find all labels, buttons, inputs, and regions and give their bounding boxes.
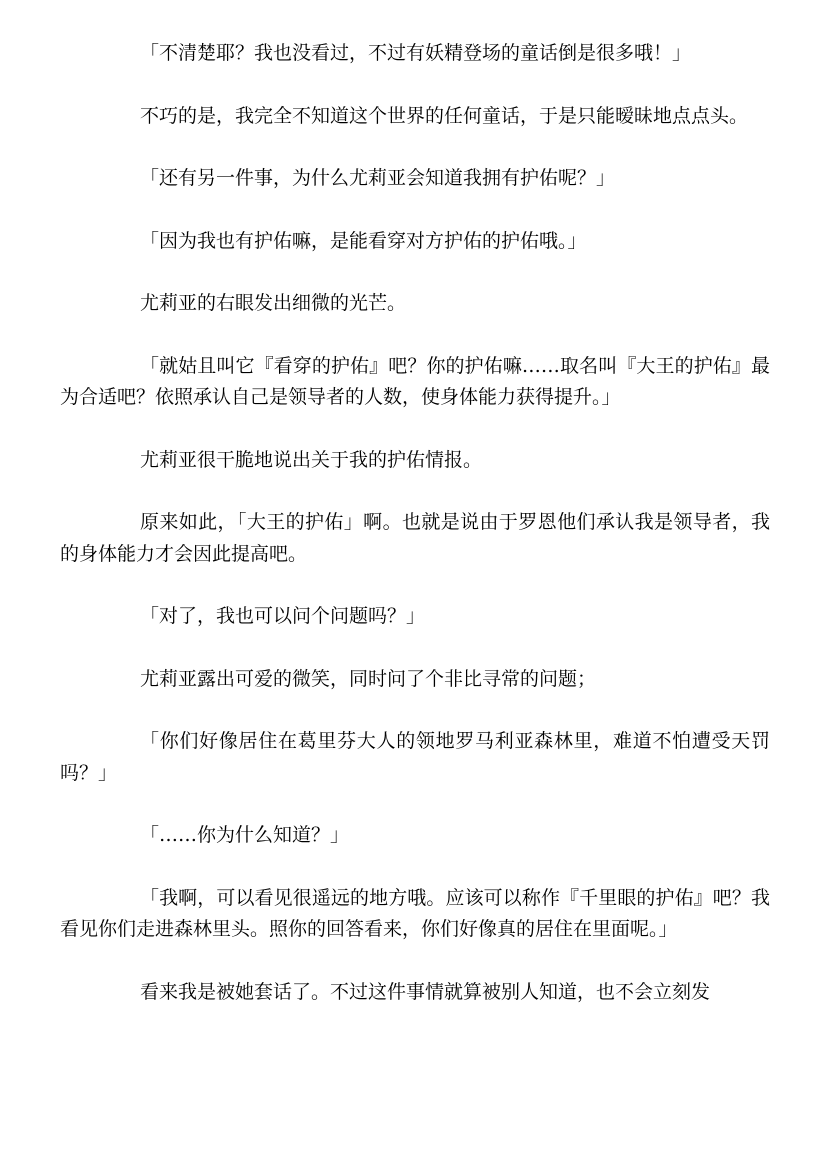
paragraph-9: 「对了，我也可以问个问题吗？」 [140, 605, 426, 627]
paragraph-5: 尤莉亚的右眼发出细微的光芒。 [140, 292, 407, 314]
paragraph-1: 「不清楚耶？我也没看过，不过有妖精登场的童话倒是很多哦！」 [140, 42, 692, 64]
paragraph-7: 尤莉亚很干脆地说出关于我的护佑情报。 [140, 448, 483, 471]
paragraph-11: 「你们好像居住在葛里芬大人的领地罗马利亚森林里，难道不怕遭受天罚吗？」 [60, 730, 770, 784]
paragraph-2: 不巧的是，我完全不知道这个世界的任何童话，于是只能暧昧地点点头。 [140, 104, 749, 127]
paragraph-4: 「因为我也有护佑嘛，是能看穿对方护佑的护佑哦。」 [140, 229, 587, 252]
paragraph-6: 「就姑且叫它『看穿的护佑』吧？你的护佑嘛……取名叫『大王的护佑』最为合适吧？依照承认自己是领导者的人数，使身体能力获得提升。」 [60, 354, 770, 408]
novel-page [60, 38, 770, 1039]
paragraph-3: 「还有另一件事，为什么尤莉亚会知道我拥有护佑呢？」 [140, 167, 616, 189]
paragraph-13: 「我啊，可以看见很遥远的地方哦。应该可以称作『千里眼的护佑』吧？我看见你们走进森林里头。照你的回答看来，你们好像真的居住在里面呢。」 [60, 886, 770, 940]
paragraph-8: 原来如此，「大王的护佑」啊。也就是说由于罗恩他们承认我是领导者，我的身体能力才会因此提高吧。 [60, 511, 770, 565]
paragraph-10: 尤莉亚露出可爱的微笑，同时问了个非比寻常的问题； [140, 667, 597, 690]
paragraph-12: 「……你为什么知道？」 [140, 824, 350, 846]
paragraph-14: 看来我是被她套话了。不过这件事情就算被别人知道，也不会立刻发 [140, 980, 711, 1003]
